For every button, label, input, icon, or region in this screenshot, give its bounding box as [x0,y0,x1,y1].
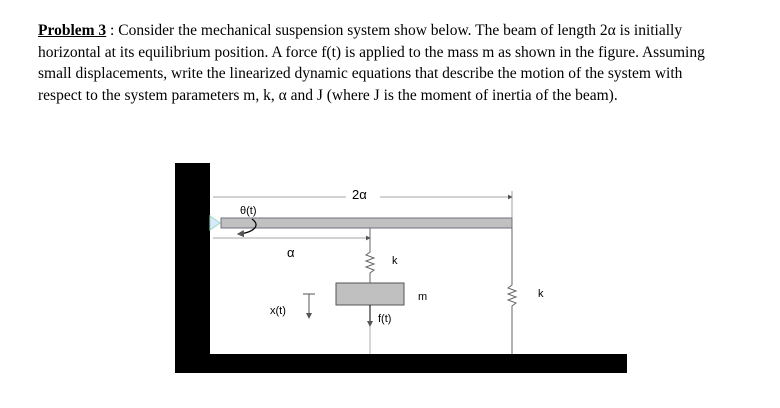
pivot [210,216,220,230]
beam-length-label: 2α [352,187,367,202]
mass-label: m [418,291,428,303]
problem-label: Problem 3 [38,22,107,39]
spring-1-label: k [392,255,398,267]
floor [175,354,627,373]
beam [221,218,512,228]
displacement-label: x(t) [270,305,286,317]
angle-label: θ(t) [240,205,257,217]
force-label: f(t) [378,313,392,325]
problem-text: Consider the mechanical suspension system show below. The beam of length 2α is initially horizontal at its equilibrium position. A force f(t) is applied to the mass m as shown in the figure. Assuming small displacements, write the linearized dynamic equations that describe the motion of the system with respect to the system parameters m, k, α and J (where J is the moment of inertia of the beam). [38,22,705,104]
half-length-label: α [287,245,295,260]
spring-2-label: k [538,288,544,300]
spring-1 [366,228,374,283]
wall [175,163,210,373]
mass-block [336,283,404,305]
spring-2 [508,228,516,354]
problem-separator: : [106,22,119,39]
